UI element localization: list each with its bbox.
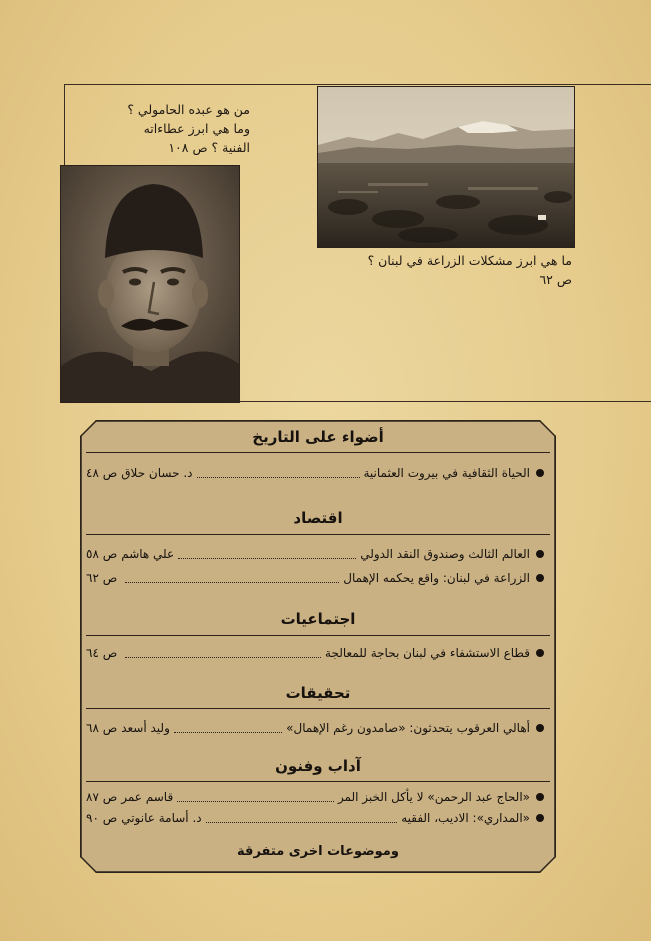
section-title-arts: آداب وفنون: [275, 757, 361, 775]
toc-entry: [86, 464, 544, 482]
landscape-caption: [300, 251, 572, 289]
entry-author: علي هاشم: [121, 547, 175, 561]
dot-leader: [174, 723, 282, 733]
section-title-social: اجتماعيات: [280, 610, 356, 628]
toc-entry: [86, 809, 544, 827]
portrait-caption-line-3: الفنية ؟ ص ١٠٨: [168, 140, 250, 155]
section-title-history: أضواء على التاريخ: [252, 428, 384, 446]
bullet-icon: [536, 649, 544, 657]
toc-entry: [86, 644, 544, 662]
toc-entry: [86, 788, 544, 806]
entry-title: أهالي العرقوب يتحدثون: «صامدون رغم الإهمال»: [286, 721, 530, 735]
bullet-icon: [536, 793, 544, 801]
entry-page: ص ٩٠: [86, 811, 118, 825]
entry-page: ص ٦٤: [86, 646, 118, 660]
portrait-caption-line-1: من هو عبده الحامولي ؟: [127, 102, 250, 117]
landscape-caption-line-2: ص ٦٢: [539, 272, 572, 287]
dot-leader: [125, 648, 321, 658]
bullet-icon: [536, 724, 544, 732]
dot-leader: [206, 813, 398, 823]
entry-author: قاسم عمر: [121, 790, 174, 804]
section-title-economy: اقتصاد: [293, 509, 343, 527]
section-rule: [86, 452, 550, 453]
bullet-icon: [536, 574, 544, 582]
bullet-icon: [536, 550, 544, 558]
entry-title: «الحاج عبد الرحمن» لا يأكل الخبز المر: [337, 790, 530, 804]
landscape-caption-line-1: ما هي ابرز مشكلات الزراعة في لبنان ؟: [367, 253, 572, 268]
entry-title: العالم الثالث وصندوق النقد الدولي: [360, 547, 530, 561]
portrait-caption: [60, 100, 250, 157]
entry-page: ص ٦٢: [86, 571, 118, 585]
dot-leader: [125, 573, 339, 583]
dot-leader: [178, 549, 356, 559]
section-title-investigations: تحقيقات: [285, 684, 351, 702]
bullet-icon: [536, 814, 544, 822]
toc-footer: وموضوعات اخرى متفرقة: [237, 844, 399, 859]
section-rule: [86, 781, 550, 782]
entry-page: ص ٦٨: [86, 721, 118, 735]
entry-title: «المداري»: الاديب، الفقيه: [401, 811, 530, 825]
landscape-photo: [317, 86, 575, 248]
dot-leader: [197, 468, 360, 478]
entry-title: قطاع الاستشفاء في لبنان بحاجة للمعالجة: [325, 646, 530, 660]
entry-page: ص ٨٧: [86, 790, 118, 804]
entry-page: ص ٥٨: [86, 547, 118, 561]
section-rule: [86, 708, 550, 709]
top-rule: [64, 84, 651, 85]
toc-entry: [86, 545, 544, 563]
entry-title: الحياة الثقافية في بيروت العثمانية: [363, 466, 530, 480]
bullet-icon: [536, 469, 544, 477]
section-rule: [86, 635, 550, 636]
section-rule: [86, 534, 550, 535]
portrait-caption-line-2: وما هي ابرز عطاءاته: [143, 121, 250, 136]
entry-author: وليد أسعد: [121, 721, 170, 735]
portrait-photo: [60, 165, 240, 403]
toc-entry: [86, 719, 544, 737]
entry-author: د. حسان حلاق: [121, 466, 193, 480]
toc-entry: [86, 569, 544, 587]
entry-title: الزراعة في لبنان: واقع يحكمه الإهمال: [343, 571, 530, 585]
dot-leader: [177, 792, 334, 802]
entry-page: ص ٤٨: [86, 466, 118, 480]
entry-author: د. أسامة عانوتي: [121, 811, 202, 825]
